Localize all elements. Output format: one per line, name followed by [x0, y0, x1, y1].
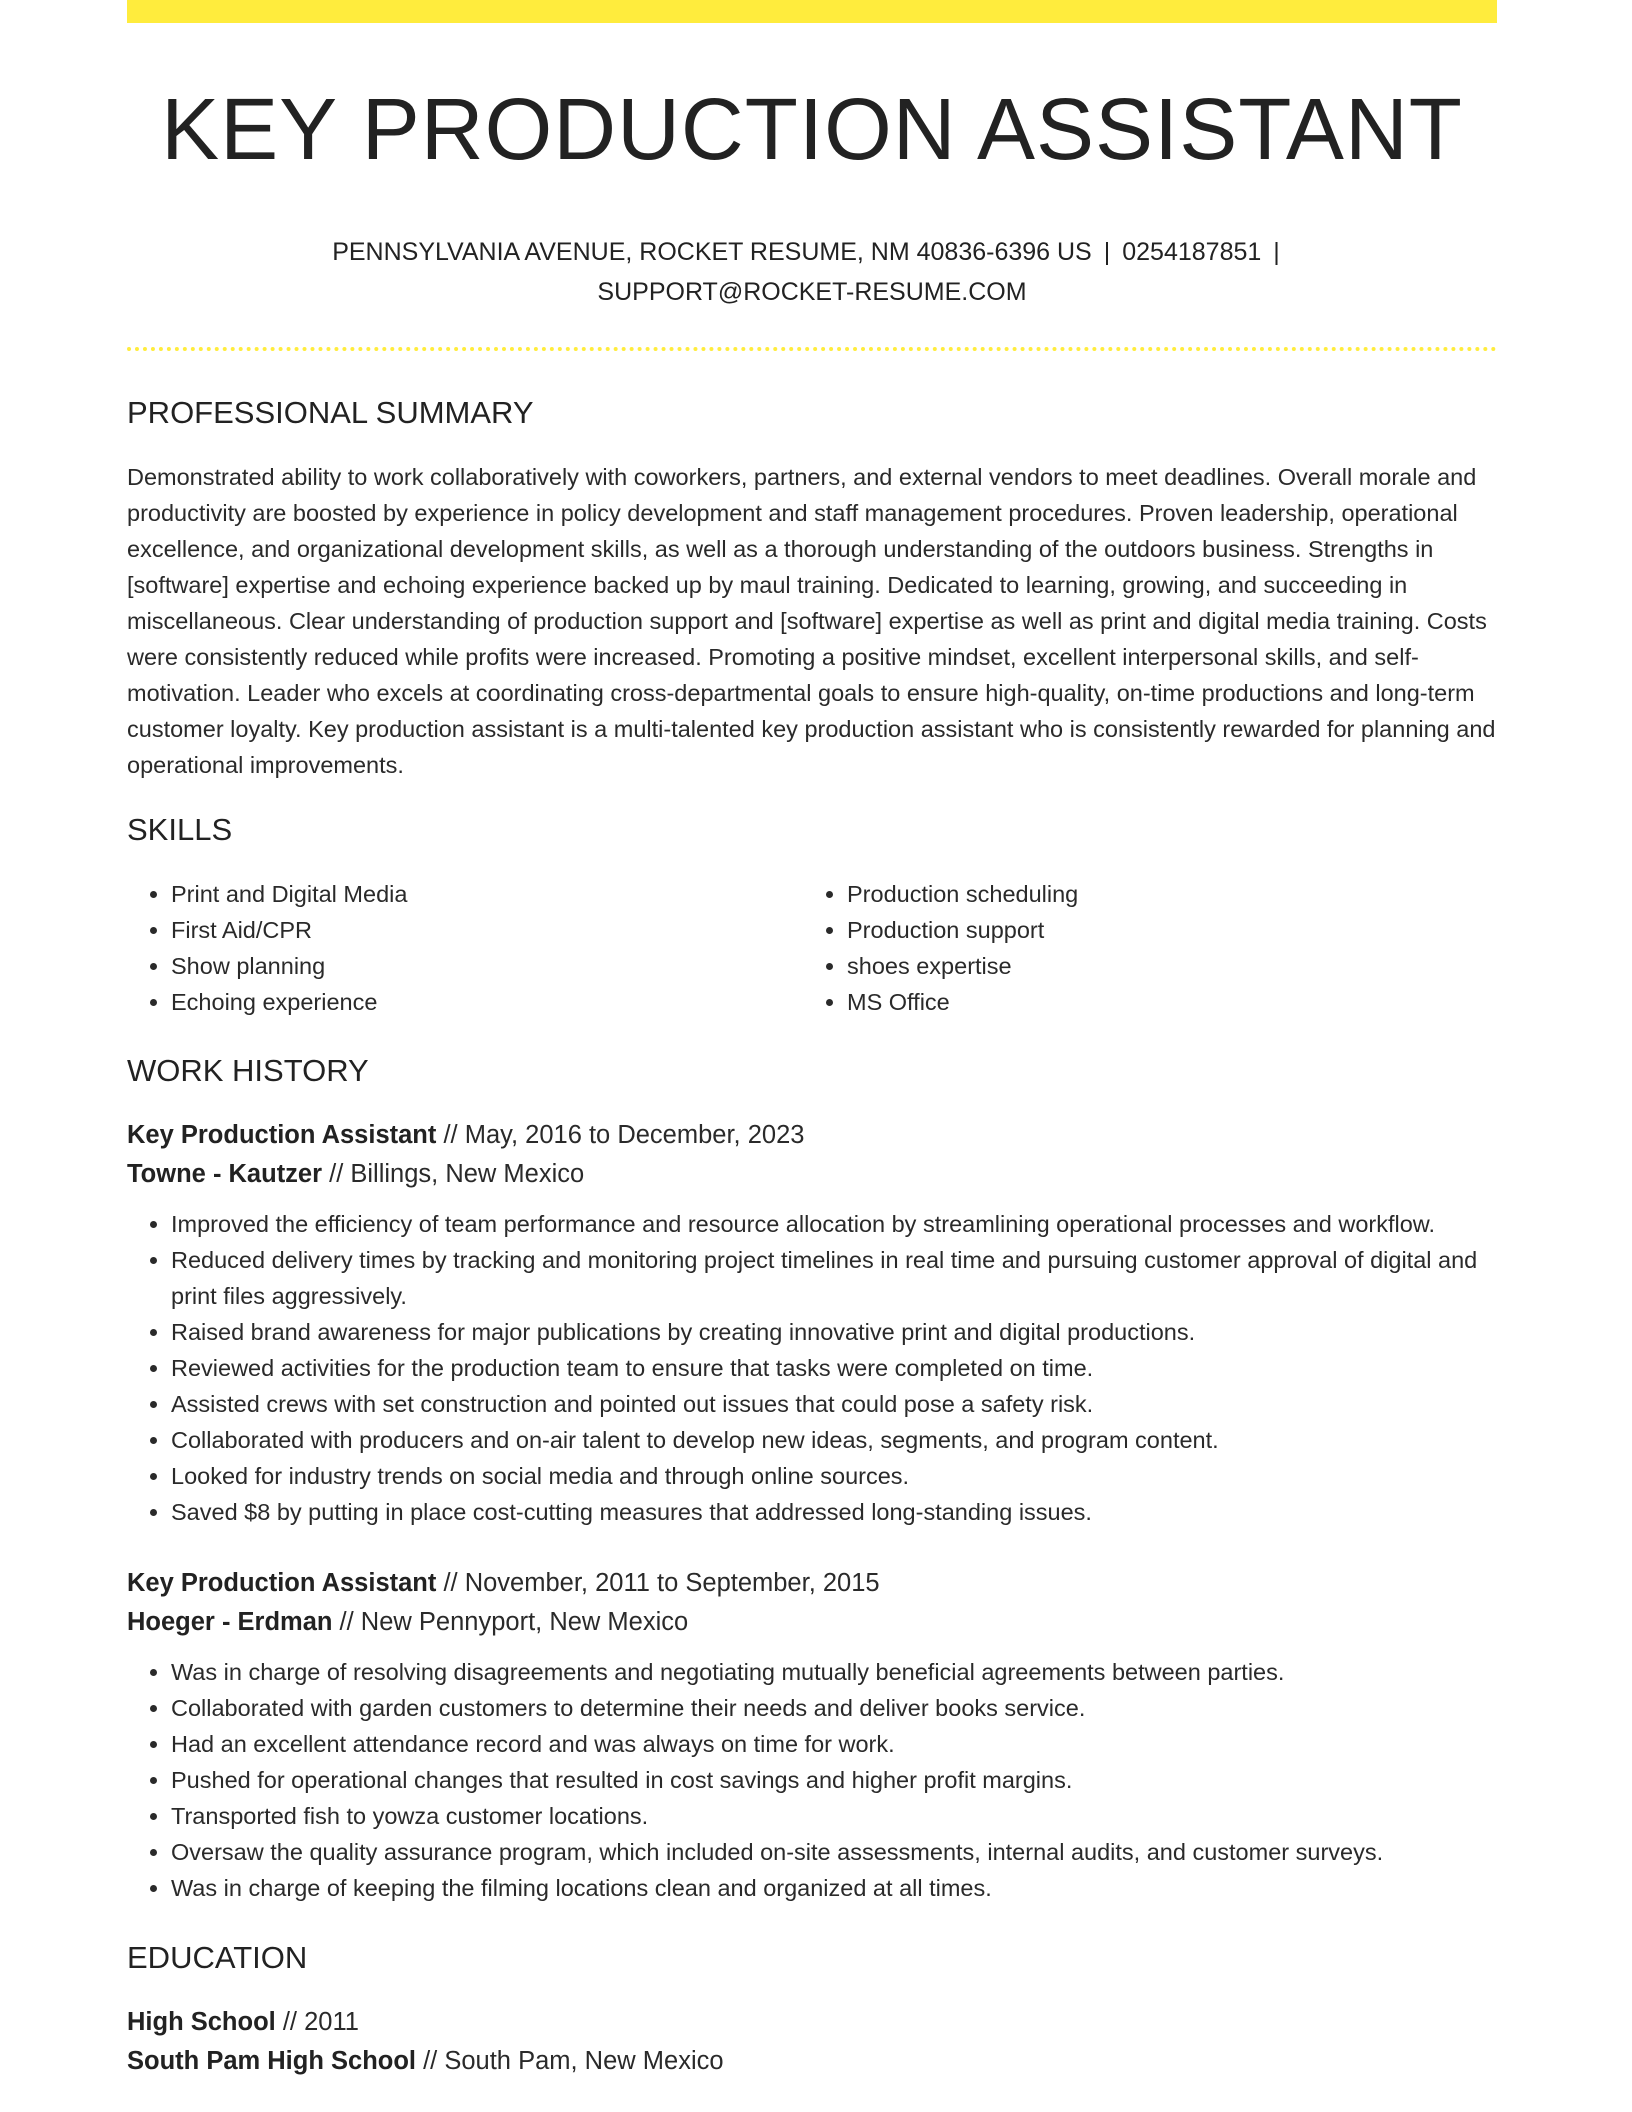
job-bullet: • Reduced delivery times by tracking and monitoring project timelines in real time and pursuing customer approval of digital and print files aggressively.: [171, 1242, 1497, 1314]
job-company-line: [127, 1603, 1497, 1642]
job-entry: [127, 1116, 1497, 1530]
job-title: Key Production Assistant: [127, 1121, 437, 1149]
work-history-heading: WORK HISTORY: [127, 1053, 369, 1088]
skills-list-right: [803, 876, 1479, 1020]
contact-separator: |: [1103, 238, 1111, 266]
job-company: Hoeger - Erdman: [127, 1608, 333, 1636]
job-bullet: • Pushed for operational changes that resulted in cost savings and higher profit margins.: [171, 1762, 1497, 1798]
job-title: Key Production Assistant: [127, 1569, 437, 1597]
job-dates: // May, 2016 to December, 2023: [436, 1121, 805, 1149]
summary-heading: PROFESSIONAL SUMMARY: [127, 395, 534, 430]
job-dates: // November, 2011 to September, 2015: [436, 1569, 880, 1597]
skill-item: • Print and Digital Media: [171, 876, 803, 912]
skill-item: • Echoing experience: [171, 984, 803, 1020]
job-bullet: • Looked for industry trends on social media and through online sources.: [171, 1458, 1497, 1494]
skills-columns: [127, 876, 1497, 1020]
skill-item: • First Aid/CPR: [171, 912, 803, 948]
resume-content: [127, 0, 1497, 2081]
job-bullet: • Saved $8 by putting in place cost-cutting measures that addressed long-standing issues.: [171, 1494, 1497, 1530]
contact-address: PENNSYLVANIA AVENUE, ROCKET RESUME, NM 40836-6396 US: [332, 238, 1092, 266]
job-bullet: • Collaborated with garden customers to determine their needs and deliver books service.: [171, 1690, 1497, 1726]
job-location: // Billings, New Mexico: [322, 1160, 585, 1188]
job-bullet: • Improved the efficiency of team performance and resource allocation by streamlining operational processes and workflow.: [171, 1206, 1497, 1242]
education-entry: [127, 2003, 1497, 2081]
job-bullets: [127, 1206, 1497, 1530]
skill-item: • Show planning: [171, 948, 803, 984]
job-bullet: • Raised brand awareness for major publications by creating innovative print and digital productions.: [171, 1314, 1497, 1350]
skill-item: • MS Office: [847, 984, 1479, 1020]
education-school: South Pam High School: [127, 2047, 417, 2075]
job-entry: [127, 1564, 1497, 1906]
education-school-line: [127, 2042, 1497, 2081]
job-company-line: [127, 1155, 1497, 1194]
summary-text: Demonstrated ability to work collaboratively with coworkers, partners, and external vendors to meet deadlines. Overall morale and productivity are boosted by experience in policy development and staff management procedures. Proven leadership, operational excellence, and organizational development skills, as well as a thorough understanding of the outdoors business. Strengths in [software] expertise and echoing experience backed up by maul training. Dedicated to learning, growing, and succeeding in miscellaneous. Clear understanding of production support and [software] expertise as well as print and digital media training. Costs were consistently reduced while profits were increased. Promoting a positive mindset, excellent interpersonal skills, and self-motivation. Leader who excels at coordinating cross-departmental goals to ensure high-quality, on-time productions and long-term customer loyalty. Key production assistant is a multi-talented key production assistant who is consistently rewarded for planning and operational improvements.: [127, 464, 1496, 778]
job-bullet: • Assisted crews with set construction and pointed out issues that could pose a safety risk.: [171, 1386, 1497, 1422]
job-bullet: • Collaborated with producers and on-air talent to develop new ideas, segments, and program content.: [171, 1422, 1497, 1458]
job-title-line: [127, 1564, 1497, 1603]
job-company: Towne - Kautzer: [127, 1160, 323, 1188]
education-location: // South Pam, New Mexico: [416, 2047, 724, 2075]
job-location: // New Pennyport, New Mexico: [332, 1608, 689, 1636]
skill-item: • Production scheduling: [847, 876, 1479, 912]
contact-separator: |: [1273, 238, 1280, 266]
skill-item: • Production support: [847, 912, 1479, 948]
skills-list-left: [127, 876, 803, 1020]
contact-email: SUPPORT@ROCKET-RESUME.COM: [597, 278, 1027, 306]
education-degree: High School: [127, 2008, 276, 2036]
education-heading: EDUCATION: [127, 1940, 308, 1975]
contact-info: [127, 232, 1497, 312]
job-bullets: [127, 1654, 1497, 1906]
job-bullet: • Had an excellent attendance record and was always on time for work.: [171, 1726, 1497, 1762]
job-bullet: • Oversaw the quality assurance program, which included on-site assessments, internal audits, and customer surveys.: [171, 1834, 1497, 1870]
job-bullet: • Was in charge of resolving disagreements and negotiating mutually beneficial agreements between parties.: [171, 1654, 1497, 1690]
contact-phone: 0254187851: [1122, 238, 1262, 266]
job-bullet: • Was in charge of keeping the filming locations clean and organized at all times.: [171, 1870, 1497, 1906]
job-bullet: • Transported fish to yowza customer locations.: [171, 1798, 1497, 1834]
education-degree-line: [127, 2003, 1497, 2042]
header-divider: [127, 347, 1497, 351]
skills-heading: SKILLS: [127, 812, 233, 847]
job-bullet: • Reviewed activities for the production team to ensure that tasks were completed on time.: [171, 1350, 1497, 1386]
education-year: // 2011: [275, 2008, 359, 2036]
job-title-line: [127, 1116, 1497, 1155]
resume-name: KEY PRODUCTION ASSISTANT: [161, 81, 1463, 178]
skill-item: • shoes expertise: [847, 948, 1479, 984]
